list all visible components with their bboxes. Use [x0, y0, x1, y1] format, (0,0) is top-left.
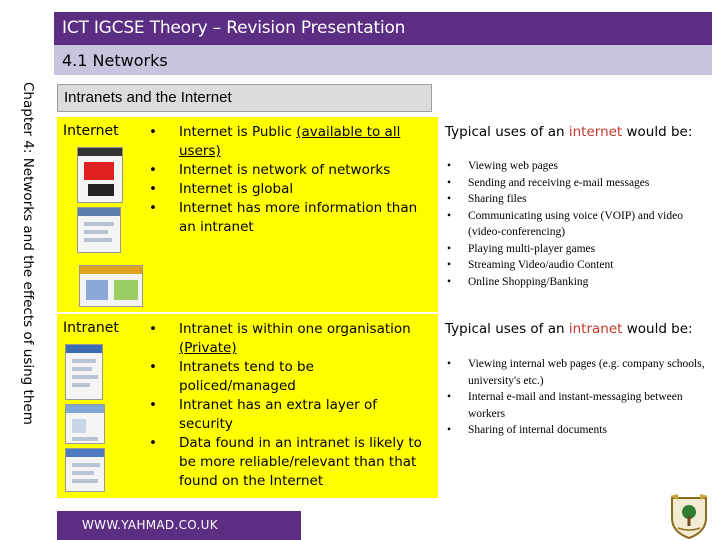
bullet-item: • Internet is network of networks: [163, 161, 433, 180]
internet-uses-list: [445, 158, 715, 290]
intranet-screenshot-image: [65, 448, 105, 492]
intranet-label: Intranet: [63, 320, 119, 336]
bullet-item: • Internet has more information than an intranet: [163, 199, 433, 237]
intranet-uses-list: [445, 356, 715, 439]
intranet-uses-heading: Typical uses of an intranet would be:: [445, 321, 693, 337]
bullet-item: • Internet is Public (available to all users): [163, 123, 433, 161]
chapter-side-label: [20, 82, 42, 432]
section-heading: Intranets and the Internet: [64, 89, 232, 106]
list-item: • Internal e-mail and instant-messaging between workers: [445, 389, 715, 422]
list-item: • Communicating using voice (VOIP) and video (video-conferencing): [445, 208, 715, 241]
title-bar: [54, 12, 712, 45]
internet-label: Internet: [63, 123, 119, 139]
internet-bullet-list: [163, 123, 433, 237]
internet-screenshot-image: [79, 265, 143, 307]
chapter-label-text: Chapter 4: Networks and the effects of using them: [20, 82, 36, 425]
subtitle-bar: [54, 45, 712, 75]
intranet-row: [57, 314, 438, 498]
page-title: ICT IGCSE Theory – Revision Presentation: [62, 18, 406, 38]
footer-website-link[interactable]: WWW.YAHMAD.CO.UK: [82, 518, 218, 532]
section-heading-box: [57, 84, 432, 112]
bullet-item: • Intranet has an extra layer of security: [163, 396, 433, 434]
bullet-item: • Internet is global: [163, 180, 433, 199]
bullet-item: • Intranets tend to be policed/managed: [163, 358, 433, 396]
list-item: • Online Shopping/Banking: [445, 274, 715, 291]
intranet-screenshot-image: [65, 344, 103, 400]
intranet-bullet-list: [163, 320, 433, 491]
list-item: • Streaming Video/audio Content: [445, 257, 715, 274]
internet-uses-heading: Typical uses of an internet would be:: [445, 124, 693, 140]
internet-screenshot-image: [77, 207, 121, 253]
list-item: • Viewing web pages: [445, 158, 715, 175]
page-subtitle: 4.1 Networks: [62, 51, 168, 70]
intranet-screenshot-image: [65, 404, 105, 444]
internet-uses: [445, 124, 715, 290]
list-item: • Viewing internal web pages (e.g. company schools, university's etc.): [445, 356, 715, 389]
list-item: • Sharing of internal documents: [445, 422, 715, 439]
list-item: • Sending and receiving e-mail messages: [445, 175, 715, 192]
list-item: • Playing multi-player games: [445, 241, 715, 258]
bullet-item: • Intranet is within one organisation (Private): [163, 320, 433, 358]
bullet-item: • Data found in an intranet is likely to be more reliable/relevant than that found on the Internet: [163, 434, 433, 491]
intranet-uses: [445, 321, 715, 439]
internet-row: [57, 117, 438, 312]
footer-bar: [57, 511, 301, 540]
list-item: • Sharing files: [445, 191, 715, 208]
school-crest-icon: [664, 492, 714, 540]
internet-screenshot-image: [77, 147, 123, 203]
